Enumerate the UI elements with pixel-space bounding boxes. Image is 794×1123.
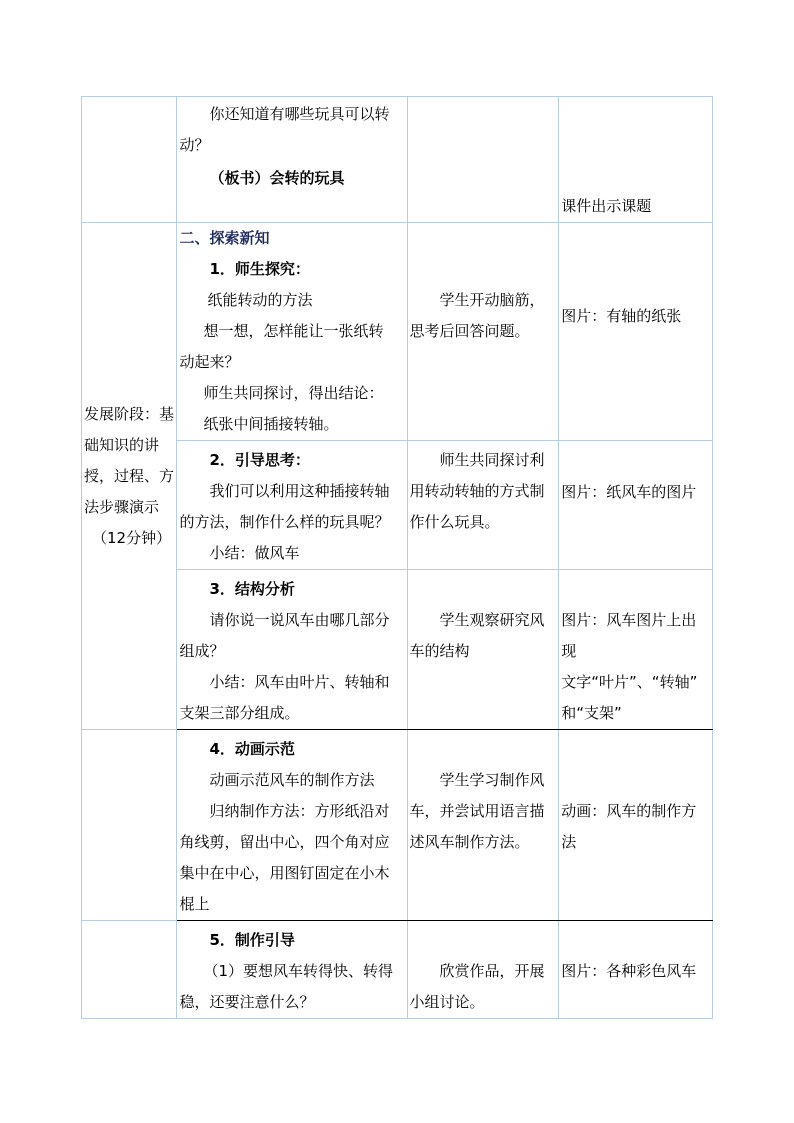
content-cell xyxy=(177,441,407,570)
blackboard-title: （板书）会转的玩具 xyxy=(209,169,345,187)
media-cell xyxy=(559,97,713,223)
activity-line: 欣赏作品，开展 xyxy=(439,962,545,980)
content-line: 动？ xyxy=(179,136,210,154)
activity-line: 作什么玩具。 xyxy=(409,513,500,531)
activity-line: 小组讨论。 xyxy=(409,993,485,1011)
media-cell xyxy=(559,223,713,441)
content-cell xyxy=(177,570,407,730)
activity-line: 述风车制作方法。 xyxy=(409,833,530,851)
stage-cell xyxy=(82,223,177,730)
content-line: 纸张中间插接转轴。 xyxy=(203,415,339,433)
table-row xyxy=(82,223,713,441)
stage-line: 础知识的讲 xyxy=(84,435,160,454)
content-line: 请你说一说风车由哪几部分 xyxy=(209,611,390,629)
activity-line: 学生开动脑筋， xyxy=(439,291,545,309)
table-row xyxy=(82,921,713,1019)
content-line: 想一想，怎样能让一张纸转 xyxy=(203,322,384,340)
content-line: 角线剪，留出中心，四个角对应 xyxy=(179,833,390,851)
media-cell xyxy=(559,441,713,570)
stage-cell-empty xyxy=(82,97,177,223)
content-line: 师生共同探讨，得出结论： xyxy=(203,384,384,402)
stage-line: 法步骤演示 xyxy=(84,497,160,516)
content-line: （1）要想风车转得快、转得 xyxy=(203,962,393,980)
lesson-plan-table xyxy=(81,96,713,1019)
student-activity-cell xyxy=(407,223,559,441)
subsection-heading: 3．结构分析 xyxy=(209,580,295,598)
content-line: 我们可以利用这种插接转轴 xyxy=(209,482,390,500)
content-line: 纸能转动的方法 xyxy=(207,291,313,309)
media-line: 文字“叶片”、“转轴” xyxy=(561,673,698,691)
stage-line: （12分钟） xyxy=(92,528,172,547)
media-cell xyxy=(559,730,713,921)
student-activity-cell xyxy=(407,730,559,921)
content-line: 稳，还要注意什么？ xyxy=(179,993,315,1011)
content-line: 小结：做风车 xyxy=(209,544,300,562)
table-row xyxy=(82,97,713,223)
content-line: 小结：风车由叶片、转轴和 xyxy=(209,673,390,691)
media-text: 图片：纸风车的图片 xyxy=(561,483,697,501)
media-cell xyxy=(559,570,713,730)
subsection-heading: 5．制作引导 xyxy=(209,931,295,949)
stage-line: 发展阶段：基 xyxy=(84,404,175,423)
content-line: 组成？ xyxy=(179,642,225,660)
content-cell xyxy=(177,223,407,441)
content-line: 动起来？ xyxy=(179,353,240,371)
stage-cell-empty xyxy=(82,921,177,1019)
subsection-heading: 2．引导思考： xyxy=(209,451,310,469)
activity-line: 用转动转轴的方式制 xyxy=(409,482,545,500)
content-line: 棍上 xyxy=(179,895,210,913)
content-line: 动画示范风车的制作方法 xyxy=(209,771,375,789)
content-cell xyxy=(177,97,407,223)
table-row xyxy=(82,570,713,730)
table-row xyxy=(82,730,713,921)
subsection-heading: 4．动画示范 xyxy=(209,740,295,758)
activity-line: 车，并尝试用语言描 xyxy=(409,802,545,820)
media-text: 图片：有轴的纸张 xyxy=(561,307,682,325)
media-text: 动画：风车的制作方法 xyxy=(561,802,697,851)
section-heading: 二、探索新知 xyxy=(179,229,270,247)
activity-line: 学生学习制作风 xyxy=(439,771,545,789)
content-line: 你还知道有哪些玩具可以转 xyxy=(209,105,390,123)
table-row xyxy=(82,441,713,570)
subsection-heading: 1．师生探究： xyxy=(209,260,310,278)
media-line: 和“支架” xyxy=(561,704,622,722)
stage-line: 授，过程、方 xyxy=(84,466,175,485)
student-activity-cell xyxy=(407,97,559,223)
content-line: 集中在中心，用图钉固定在小木 xyxy=(179,864,390,882)
activity-line: 思考后回答问题。 xyxy=(409,322,530,340)
media-text: 课件出示课题 xyxy=(561,197,652,215)
media-cell xyxy=(559,921,713,1019)
media-text: 图片：各种彩色风车 xyxy=(561,962,697,980)
activity-line: 车的结构 xyxy=(409,642,470,660)
student-activity-cell xyxy=(407,441,559,570)
content-cell xyxy=(177,730,407,921)
content-cell xyxy=(177,921,407,1019)
stage-cell-empty xyxy=(82,730,177,921)
content-line: 的方法，制作什么样的玩具呢？ xyxy=(179,513,390,531)
content-line: 支架三部分组成。 xyxy=(179,704,300,722)
student-activity-cell xyxy=(407,921,559,1019)
activity-line: 师生共同探讨利 xyxy=(439,451,545,469)
student-activity-cell xyxy=(407,570,559,730)
content-line: 归纳制作方法：方形纸沿对 xyxy=(209,802,390,820)
activity-line: 学生观察研究风 xyxy=(439,611,545,629)
media-line: 图片：风车图片上出现 xyxy=(561,611,697,660)
